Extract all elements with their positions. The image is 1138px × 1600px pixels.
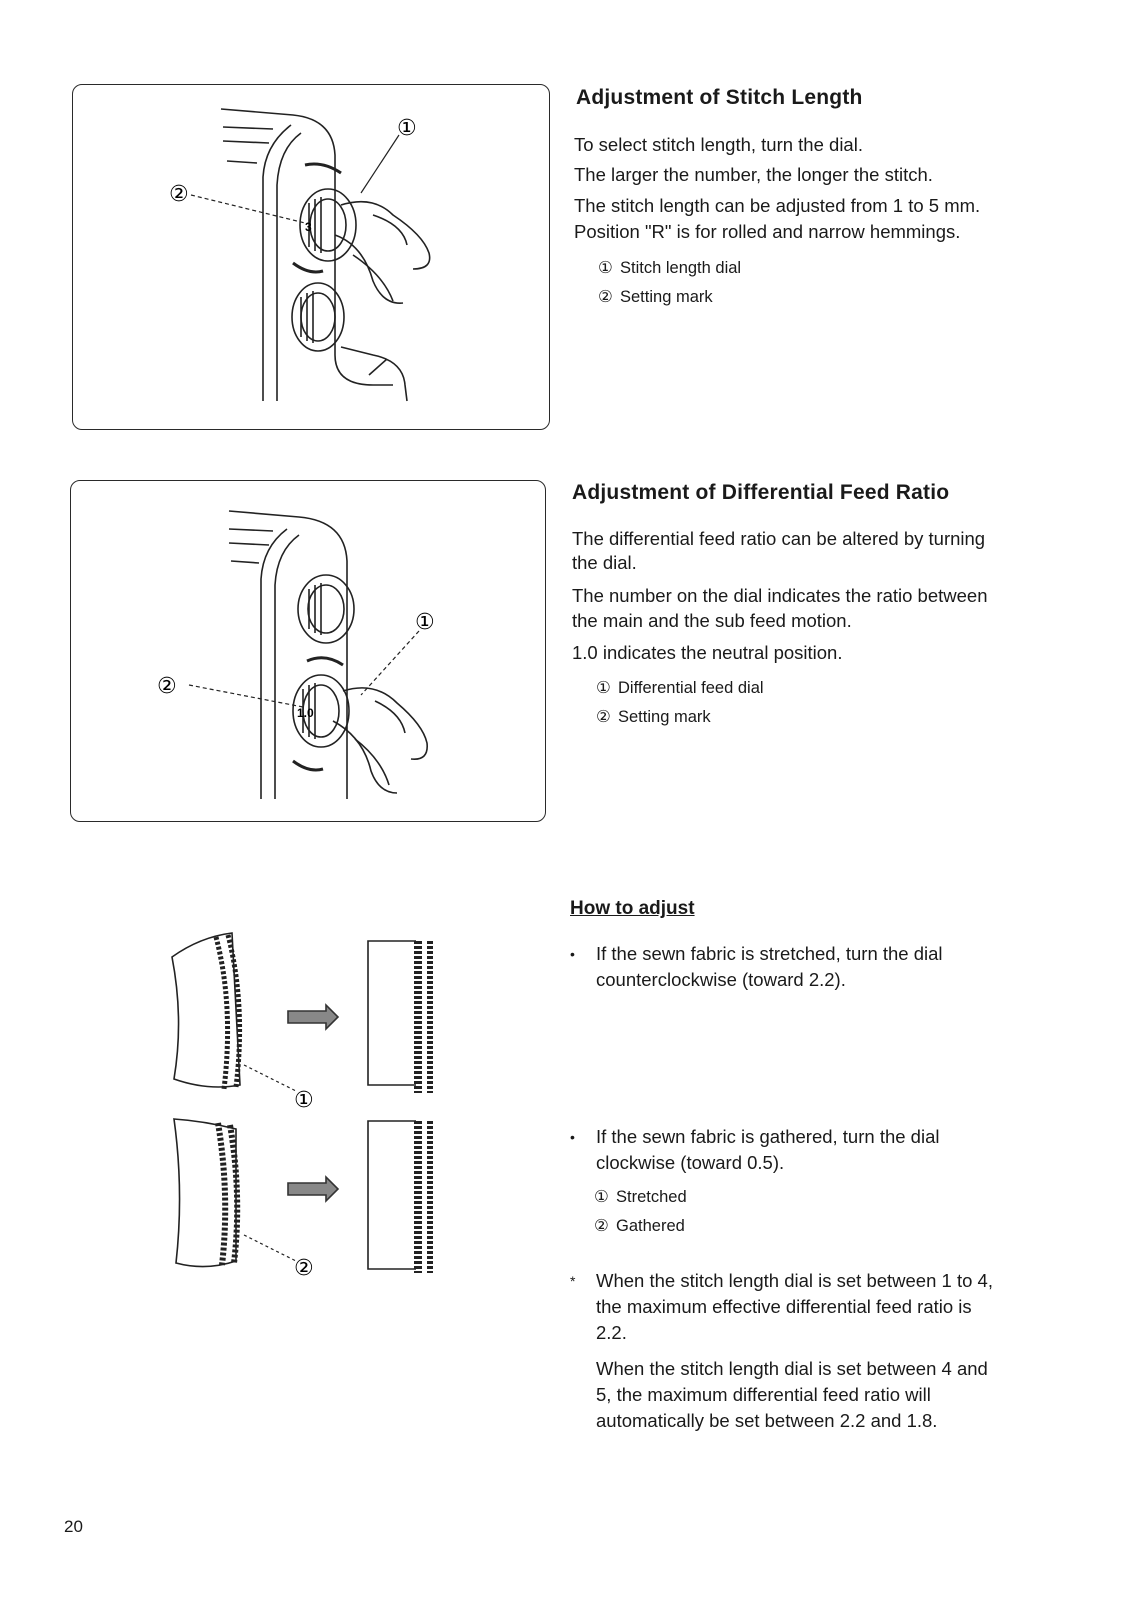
legend-label: Differential feed dial [618,679,764,697]
bullet-line: If the sewn fabric is gathered, turn the dial [596,1126,940,1147]
fabric-stretch-gather-illustration [160,925,460,1285]
section2-line-1: The differential feed ratio can be altered by turning [572,528,986,549]
bullet-line: If the sewn fabric is stretched, turn the dial [596,943,943,964]
note-line: automatically be set between 2.2 and 1.8. [596,1410,938,1431]
legend-label: Stretched [616,1188,687,1206]
section3-legend [594,1183,687,1241]
legend-label: Setting mark [620,288,713,306]
legend-number: ① [594,1188,609,1206]
page-number: 20 [64,1517,83,1536]
differential-feed-figure-frame [70,480,546,822]
callout-1: ① [397,115,417,140]
legend-number: ① [598,259,613,277]
legend-number: ① [596,679,611,697]
legend-item [598,283,741,312]
bullet-line: clockwise (toward 0.5). [596,1152,785,1173]
note-mark: * [570,1273,576,1289]
bullet-line: counterclockwise (toward 2.2). [596,969,846,990]
legend-item [596,674,764,703]
section1-line-1: To select stitch length, turn the dial. [574,134,863,155]
legend-item [594,1212,687,1241]
differential-feed-illustration [71,481,547,823]
callout-2: ② [294,1255,314,1280]
note-auto-ratio [570,1356,1070,1434]
legend-item [598,254,741,283]
bullet-mark: • [570,946,575,962]
section3-title: How to adjust [570,898,695,919]
note-line: When the stitch length dial is set between 4 and [596,1358,988,1379]
legend-number: ② [598,288,613,306]
legend-item [596,703,764,732]
section2-line-5: 1.0 indicates the neutral position. [572,642,843,663]
section1-line-3: The stitch length can be adjusted from 1 to 5 mm. [574,195,981,216]
stitch-length-illustration [73,85,551,431]
section1-line-4: Position "R" is for rolled and narrow hemmings. [574,221,961,242]
dial-number: 3 [305,220,312,234]
callout-1: ① [294,1087,314,1112]
callout-2: ② [157,673,177,698]
legend-item [594,1183,687,1212]
section2-legend [596,674,764,732]
note-line: When the stitch length dial is set between 1 to 4, [596,1270,993,1291]
callout-1: ① [415,609,435,634]
bullet-stretched [570,941,1070,993]
legend-number: ② [594,1217,609,1235]
dial-number: 1.0 [297,706,314,720]
bullet-mark: • [570,1129,575,1145]
legend-label: Stitch length dial [620,259,742,277]
legend-label: Gathered [616,1217,685,1235]
legend-number: ② [596,708,611,726]
callout-2: ② [169,181,189,206]
note-line: 5, the maximum differential feed ratio will [596,1384,931,1405]
section2-line-3: The number on the dial indicates the ratio between [572,585,988,606]
section1-title: Adjustment of Stitch Length [576,86,863,109]
section1-legend [598,254,741,312]
legend-label: Setting mark [618,708,711,726]
section2-title: Adjustment of Differential Feed Ratio [572,481,950,504]
note-line: the maximum effective differential feed ratio is [596,1296,972,1317]
note-max-ratio [570,1268,1070,1346]
section1-line-2: The larger the number, the longer the stitch. [574,164,933,185]
stitch-length-figure-frame [72,84,550,430]
section2-line-4: the main and the sub feed motion. [572,610,852,631]
bullet-gathered [570,1124,1070,1176]
note-line: 2.2. [596,1322,627,1343]
section2-line-2: the dial. [572,552,637,573]
